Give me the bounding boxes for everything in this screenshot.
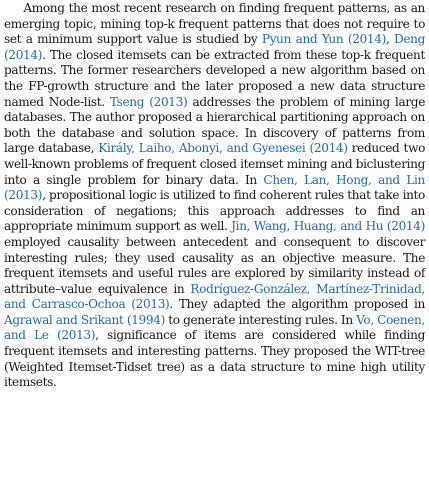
text-run: . They adapted the algorithm proposed in: [169, 297, 425, 312]
citation-link[interactable]: Rodríguez-González, Martínez-Trinidad, and Carrasco-Ochoa (2013): [4, 281, 425, 312]
citation-link[interactable]: Chen, Lan, Hong, and Lin (2013): [4, 172, 425, 203]
text-run: Among the most recent research on finding frequent patterns, as an emerging topic, mining top-k frequent patterns that does not require to set a minimum support value is studied by: [4, 1, 425, 47]
text-run: ,: [385, 32, 395, 47]
body-paragraph: [4, 1, 425, 391]
citation-link[interactable]: Agrawal and Srikant (1994): [4, 312, 165, 327]
text-run: addresses the problem of mining large databases. The author proposed a hierarchical partitioning approach on both the database and solution space. In discovery of patterns from large database,: [4, 94, 426, 156]
text-run: , significance of items are considered while finding frequent itemsets and interesting patterns. They proposed the WIT-tree (Weighted Itemset-Tidset tree) as a data structure to mine high utility itemsets.: [4, 328, 425, 390]
citation-link[interactable]: Vo, Coenen, and Le (2013): [4, 312, 425, 343]
text-run: to generate interesting rules. In: [164, 312, 357, 327]
text-run: , propositional logic is utilized to find coherent rules that take into consideration of negations; this approach addresses to find an appropriate minimum support as well.: [4, 188, 425, 234]
citation-link[interactable]: Pyun and Yun (2014): [261, 32, 386, 47]
text-run: . The closed itemsets can be extracted from these top-k frequent patterns. The former researchers developed a new algorithm based on the FP-growth structure and the later proposed a new data structure named Node-list.: [4, 47, 425, 109]
text-run: employed causality between antecedent and consequent to discover interesting rules; they used causality as an objective measure. The frequent itemsets and useful rules are explored by similarity instead of attribute–value equivalence in: [4, 234, 425, 296]
citation-link[interactable]: Tseng (2013): [109, 94, 188, 109]
citation-link[interactable]: Király, Laiho, Abonyi, and Gyenesei (2014): [98, 141, 348, 156]
text-run: reduced two well-known problems of frequent closed itemset mining and biclustering into a single problem for binary data. In: [4, 141, 426, 187]
citation-link[interactable]: Deng (2014): [4, 32, 425, 62]
citation-link[interactable]: Jin, Wang, Huang, and Hu (2014): [231, 219, 425, 234]
